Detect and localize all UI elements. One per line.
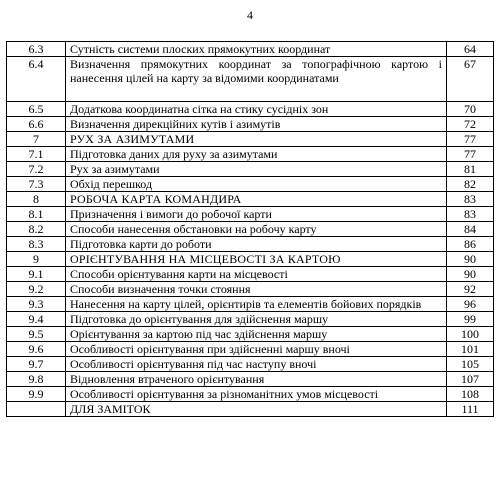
toc-row [7, 237, 494, 252]
toc-page-number: 81 [447, 162, 494, 177]
toc-page-number: 77 [447, 147, 494, 162]
toc-section-number: 7.3 [7, 177, 66, 192]
toc-section-number: 7.2 [7, 162, 66, 177]
toc-section-title: Підготовка до орієнтування для здійснення маршу [66, 312, 447, 327]
toc-section-number: 8.1 [7, 207, 66, 222]
toc-row [7, 222, 494, 237]
toc-section-title: Способи визначення точки стояння [66, 282, 447, 297]
toc-page-number: 105 [447, 357, 494, 372]
toc-page-number: 83 [447, 207, 494, 222]
toc-section-number: 9.3 [7, 297, 66, 312]
toc-row [7, 42, 494, 57]
toc-section-title: Обхід перешкод [66, 177, 447, 192]
toc-page-number: 86 [447, 237, 494, 252]
toc-section-number: 6.3 [7, 42, 66, 57]
toc-row [7, 267, 494, 282]
toc-row [7, 282, 494, 297]
toc-section-number: 9.1 [7, 267, 66, 282]
toc-section-number: 7 [7, 132, 66, 147]
toc-section-title: Призначення і вимоги до робочої карти [66, 207, 447, 222]
toc-section-title: РОБОЧА КАРТА КОМАНДИРА [66, 192, 447, 207]
toc-section-title: Особливості орієнтування при здійсненні маршу вночі [66, 342, 447, 357]
toc-page-number: 92 [447, 282, 494, 297]
toc-section-title: Визначення прямокутних координат за топографічною картою і нанесення цілей на карту за відомими координатами [66, 57, 447, 102]
toc-page-number: 108 [447, 387, 494, 402]
toc-section-number: 6.4 [7, 57, 66, 102]
toc-section-number [7, 402, 66, 417]
toc-section-title: Сутність системи плоских прямокутних координат [66, 42, 447, 57]
toc-section-number: 8.2 [7, 222, 66, 237]
toc-section-number: 9.6 [7, 342, 66, 357]
toc-row [7, 102, 494, 117]
toc-section-title: Підготовка даних для руху за азимутами [66, 147, 447, 162]
toc-section-number: 9.5 [7, 327, 66, 342]
toc-page-number: 90 [447, 252, 494, 267]
toc-page-number: 90 [447, 267, 494, 282]
toc-row [7, 387, 494, 402]
toc-page-number: 96 [447, 297, 494, 312]
toc-row [7, 312, 494, 327]
toc-chapter-row [7, 252, 494, 267]
toc-page-number: 101 [447, 342, 494, 357]
toc-page-number: 84 [447, 222, 494, 237]
toc-page-number: 67 [447, 57, 494, 102]
toc-section-title: Відновлення втраченого орієнтування [66, 372, 447, 387]
table-of-contents [6, 41, 494, 417]
toc-section-number: 9.8 [7, 372, 66, 387]
toc-row [7, 162, 494, 177]
toc-page-number: 70 [447, 102, 494, 117]
toc-section-number: 7.1 [7, 147, 66, 162]
toc-section-title: Додаткова координатна сітка на стику сусідніх зон [66, 102, 447, 117]
toc-section-title: Способи орієнтування карти на місцевості [66, 267, 447, 282]
toc-section-number: 6.6 [7, 117, 66, 132]
toc-section-title: Підготовка карти до роботи [66, 237, 447, 252]
toc-section-title: ОРІЄНТУВАННЯ НА МІСЦЕВОСТІ ЗА КАРТОЮ [66, 252, 447, 267]
toc-section-title: Нанесення на карту цілей, орієнтирів та елементів бойових порядків [66, 297, 447, 312]
toc-section-title: РУХ ЗА АЗИМУТАМИ [66, 132, 447, 147]
toc-chapter-row [7, 192, 494, 207]
toc-section-title: Визначення дирекційних кутів і азимутів [66, 117, 447, 132]
toc-section-title: Способи нанесення обстановки на робочу карту [66, 222, 447, 237]
toc-page-number: 72 [447, 117, 494, 132]
toc-section-number: 6.5 [7, 102, 66, 117]
toc-chapter-row [7, 132, 494, 147]
toc-section-number: 9.4 [7, 312, 66, 327]
toc-row [7, 117, 494, 132]
toc-row [7, 57, 494, 102]
toc-section-number: 9.7 [7, 357, 66, 372]
toc-row [7, 402, 494, 417]
toc-page-number: 77 [447, 132, 494, 147]
toc-section-title: Орієнтування за картою під час здійснення маршу [66, 327, 447, 342]
toc-section-number: 9.9 [7, 387, 66, 402]
toc-section-number: 9.2 [7, 282, 66, 297]
toc-section-number: 8 [7, 192, 66, 207]
toc-page-number: 82 [447, 177, 494, 192]
toc-section-title: Особливості орієнтування за різноманітних умов місцевості [66, 387, 447, 402]
toc-row [7, 372, 494, 387]
page-number: 4 [247, 8, 253, 22]
toc-row [7, 357, 494, 372]
toc-page-number: 111 [447, 402, 494, 417]
toc-section-title: Особливості орієнтування під час наступу вночі [66, 357, 447, 372]
toc-page-number: 83 [447, 192, 494, 207]
toc-row [7, 342, 494, 357]
toc-page-number: 107 [447, 372, 494, 387]
toc-row [7, 177, 494, 192]
toc-row [7, 297, 494, 312]
toc-row [7, 207, 494, 222]
toc-section-title: ДЛЯ ЗАМІТОК [66, 402, 447, 417]
toc-page-number: 100 [447, 327, 494, 342]
toc-row [7, 327, 494, 342]
toc-section-number: 8.3 [7, 237, 66, 252]
toc-section-number: 9 [7, 252, 66, 267]
toc-page-number: 99 [447, 312, 494, 327]
toc-section-title: Рух за азимутами [66, 162, 447, 177]
toc-row [7, 147, 494, 162]
toc-page-number: 64 [447, 42, 494, 57]
